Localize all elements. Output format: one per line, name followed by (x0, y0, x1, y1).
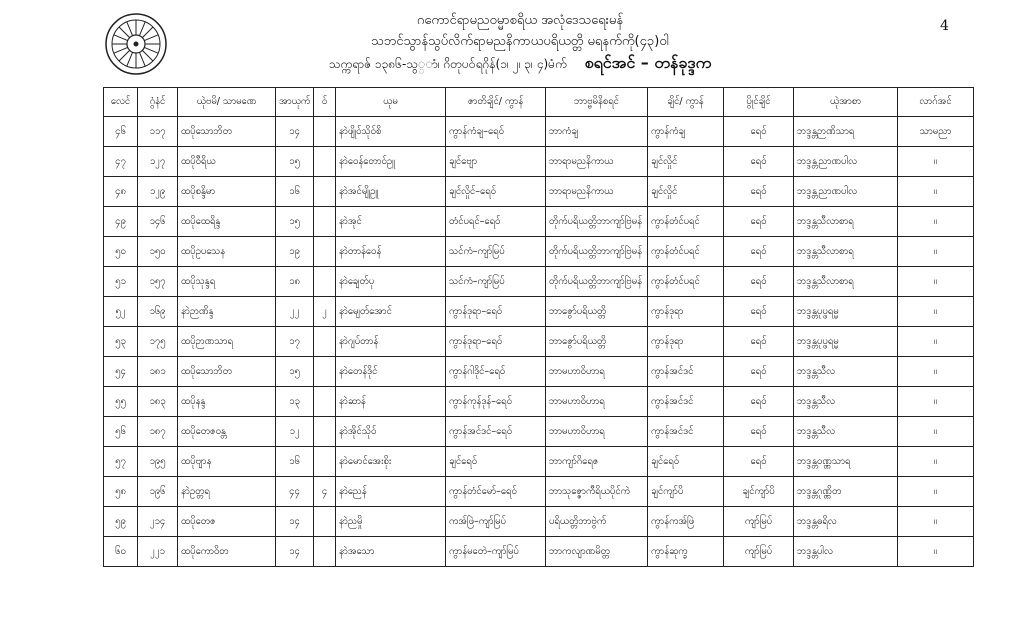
table-cell (314, 357, 336, 387)
page-number: 4 (940, 18, 949, 34)
table-cell: ၅၉ (104, 507, 138, 537)
table-cell: ၂ (314, 297, 336, 327)
table-cell: ။ (898, 177, 974, 207)
table-cell: ကွာန်ကံချ–ရေဝ် (446, 117, 546, 147)
table-cell (314, 387, 336, 417)
results-table (103, 87, 974, 567)
table-cell: ဘာကျာ်ဂိရေဇ (546, 447, 648, 477)
table-cell: ဘာကလျာဏမိတ္တ (546, 537, 648, 567)
table-cell: ၅၈ (104, 477, 138, 507)
table-cell: ၁၅ (276, 357, 314, 387)
table-cell: ၁၉ (276, 237, 314, 267)
table-cell: ရေဝ် (724, 207, 794, 237)
table-cell (314, 117, 336, 147)
table-cell: ထပိုတေဇဝန္တ (178, 417, 276, 447)
table-cell: ၁၄ (276, 537, 314, 567)
table-cell: ။ (898, 237, 974, 267)
table-cell: သာမညာ (898, 117, 974, 147)
table-cell: တိုက်ပရိယတ္တိဘာကျာ်ဗြဲမန် (546, 207, 648, 237)
table-cell: ရေဝ် (724, 297, 794, 327)
table-cell: ထပိုကောဝိတ (178, 537, 276, 567)
table-cell: ကွာန်ဒုရာ–ရေဝ် (446, 297, 546, 327)
table-cell: ထပိုနန္ဒ (178, 387, 276, 417)
table-cell: နာဲညေန် (336, 477, 446, 507)
table-cell: ထပိုတေဇ (178, 507, 276, 537)
table-cell: ကွာန်ဒုရာ–ရေဝ် (446, 327, 546, 357)
table-cell: ၁၄ (276, 507, 314, 537)
table-row (104, 237, 974, 267)
column-header: ယုဲဗမိ/ သာမဏေ (178, 88, 276, 117)
table-cell: ၁၄၆ (138, 207, 178, 237)
table-cell: ၁၂၉ (138, 177, 178, 207)
table-cell: ထပိုထေရိန္ဒ (178, 207, 276, 237)
table-cell: ၄၈ (104, 177, 138, 207)
table-cell (314, 147, 336, 177)
table-cell: ရေဝ် (724, 327, 794, 357)
table-cell: ကွာန်မတေဲ–ကျာ်မြပ် (446, 537, 546, 567)
column-header: ဂွံနံင် (138, 88, 178, 117)
table-cell: ရေဝ် (724, 357, 794, 387)
table-cell: ရေဝ် (724, 147, 794, 177)
table-cell: ဘဒ္ဒန္တသီလာစာရ (794, 267, 898, 297)
table-cell: ဘဒ္ဒန္တညာဏပါလ (794, 147, 898, 177)
header-line-1: ဂကောင်ရာမညဝမ္မာစရိယ အလုံဒေသရေးမန် (416, 13, 624, 28)
table-cell: ၁၂ (276, 417, 314, 447)
table-cell: ကွာန်တံင်ပရင် (648, 267, 724, 297)
table-cell: ထပိုသောဘိတ (178, 357, 276, 387)
table-row (104, 207, 974, 237)
table-cell: ၅၄ (104, 357, 138, 387)
table-row (104, 327, 974, 357)
table-cell: ။ (898, 417, 974, 447)
table-cell: ချင်ရေဝ် (648, 447, 724, 477)
column-header: ဇာတိချိင်/ ကွာန် (446, 88, 546, 117)
table-cell: ဘာသုဇ္ဇောကီရိယပိုင်ကဲ (546, 477, 648, 507)
table-cell: ။ (898, 447, 974, 477)
table-cell: ၁၅ (276, 147, 314, 177)
table-cell: နာဲတေန်ဒိုင် (336, 357, 446, 387)
table-cell: ဘာဇွော်ပရိယတ္တိ (546, 327, 648, 357)
table-cell: ချင်ရေဝ် (446, 447, 546, 477)
table-cell: ။ (898, 387, 974, 417)
table-cell: ၄၆ (104, 117, 138, 147)
table-cell: ကွာန်ကအ်ဖြဲ (648, 507, 724, 537)
table-cell: ကအ်ဖြဲ–ကျာ်မြပ် (446, 507, 546, 537)
table-row (104, 267, 974, 297)
table-cell: ၁၆ (276, 447, 314, 477)
table-cell: ၁၈၃ (138, 387, 178, 417)
table-cell: ၁၈ (276, 267, 314, 297)
column-header: လာဂ်အင် (898, 88, 974, 117)
column-header: ယုမ (336, 88, 446, 117)
table-cell: ၅၁ (104, 267, 138, 297)
table-cell: ။ (898, 327, 974, 357)
table-cell: နာဲမျေတ်အောင် (336, 297, 446, 327)
table-cell: ဘာမဟာဝိဟာရ (546, 357, 648, 387)
table-cell: ရေဝ် (724, 117, 794, 147)
table-cell: ၂၂၁ (138, 537, 178, 567)
table-cell: ကွာန်တံင်မော်–ရေဝ် (446, 477, 546, 507)
table-cell: တိုက်ပရိယတ္တိဘာကျာ်ဗြဲမန် (546, 267, 648, 297)
table-cell: ကွာန်အင်ဒင် (648, 417, 724, 447)
table-cell: ၁၉၅ (138, 447, 178, 477)
column-header: ဘာဗ္ဗမိနိစရင် (546, 88, 648, 117)
table-cell: ထပိုဗျာန (178, 447, 276, 477)
document-header (200, 10, 840, 75)
table-cell: ကွာန်ဆုက္ခ (648, 537, 724, 567)
table-cell: ဘဒ္ဒန္တသီလ (794, 417, 898, 447)
table-cell: နာဲအသော (336, 537, 446, 567)
table-cell: ၄ (314, 477, 336, 507)
table-cell: ။ (898, 537, 974, 567)
exam-title: စရင်အင် – တန်ခုဒ္ဒက (584, 53, 712, 72)
table-cell (314, 207, 336, 237)
table-cell (314, 327, 336, 357)
table-cell: ရေဝ် (724, 237, 794, 267)
table-cell (314, 537, 336, 567)
column-header: လေင် (104, 88, 138, 117)
table-cell: ရေဝ် (724, 267, 794, 297)
table-cell: ဘဒ္ဒန္တသီလာစာရ (794, 237, 898, 267)
table-header-row (104, 88, 974, 117)
table-cell: ။ (898, 147, 974, 177)
table-cell: ရေဝ် (724, 447, 794, 477)
table-cell: ကွာန်ကုန်ဒုန်–ရေဝ် (446, 387, 546, 417)
table-cell: ၁၇ (276, 327, 314, 357)
table-cell: သင်ကံ–ကျာ်မြပ် (446, 237, 546, 267)
table-cell: ချင်ကျာ်ပိ (724, 477, 794, 507)
table-cell: ၁၅၇ (138, 267, 178, 297)
table-cell: ဘာမဟာဝိဟာရ (546, 417, 648, 447)
table-cell: ထပိုဉာဏသာရ (178, 327, 276, 357)
table-cell: ဘာရာမညနိကာယ (546, 177, 648, 207)
table-cell: ဘဒ္ဒန္တသီလာစာရ (794, 207, 898, 237)
table-cell: ၅၀ (104, 237, 138, 267)
table-cell: ဘဒ္ဒန္တဓရိလ (794, 507, 898, 537)
table-cell: ။ (898, 297, 974, 327)
table-cell: ကွာန်ကံချ (648, 117, 724, 147)
table-cell: ချင်လှိုင် (648, 177, 724, 207)
table-cell (314, 507, 336, 537)
table-cell (314, 447, 336, 477)
table-cell: နာဲဉာဏိန္ဒ (178, 297, 276, 327)
table-cell: ၁၂၇ (138, 147, 178, 177)
table-row (104, 117, 974, 147)
table-cell: ကွာန်ဂါဒိုင်–ရေဝ် (446, 357, 546, 387)
table-cell: ၁၄ (276, 117, 314, 147)
table-cell (314, 417, 336, 447)
table-cell: ဘဒ္ဒန္တပုပ္ဖရမ္မ (794, 327, 898, 357)
table-cell: နာဲတာန်ဝေန် (336, 237, 446, 267)
column-header: ပွိုင်ချိင် (724, 88, 794, 117)
table-row (104, 387, 974, 417)
table-cell: ၅၅ (104, 387, 138, 417)
header-line-3 (200, 52, 840, 75)
table-row (104, 147, 974, 177)
table-cell: တံင်ပရင်–ရေဝ် (446, 207, 546, 237)
table-cell: ရေဝ် (724, 177, 794, 207)
table-cell: ဘာဇွော်ပရိယတ္တိ (546, 297, 648, 327)
table-cell: ဘဒ္ဒန္တဉာဏိသာရ (794, 117, 898, 147)
monastery-seal-emblem (104, 12, 168, 76)
table-cell: ကွာန်အင်ဒင်–ရေဝ် (446, 417, 546, 447)
table-cell: ၁၉၆ (138, 477, 178, 507)
table-cell: ထပိုသုန္ဒရ (178, 267, 276, 297)
table-cell: ကွာန်တံင်ပရင် (648, 207, 724, 237)
table-cell: ချင်ဗျော (446, 147, 546, 177)
table-cell: နာဲချေတ်ပု (336, 267, 446, 297)
table-cell: ။ (898, 477, 974, 507)
table-cell: ပရိယတ္တိဘာဗွဲက် (546, 507, 648, 537)
table-cell: ကွာန်ဒုရာ (648, 297, 724, 327)
table-cell: နာဲဖျိုဝ်သိုဝ်စိ (336, 117, 446, 147)
table-cell: ၅၃ (104, 327, 138, 357)
table-cell: ၂၁၄ (138, 507, 178, 537)
table-cell: နာဲဆာန် (336, 387, 446, 417)
table-row (104, 477, 974, 507)
table-cell: နာဲမောင်အေးစိုး (336, 447, 446, 477)
table-cell: ဘဒ္ဒန္တဂုဏ္ဏိတ (794, 477, 898, 507)
table-cell (314, 267, 336, 297)
table-cell: နာဲအင်မျိုဥူ (336, 177, 446, 207)
table-cell: ၅၂ (104, 297, 138, 327)
table-cell: ကွာန်တံင်ပရင် (648, 237, 724, 267)
header-date: သက္ကရာဇ် ၁၃၈၆-သွ္ာံ၊ ဂိတုပဝ်ရဂိုန်(၁၊ ၂၊ ၃၊ ၄)မံက် (328, 57, 567, 71)
table-cell: ဘာကံချ (546, 117, 648, 147)
table-cell: ၆၀ (104, 537, 138, 567)
header-line-2: သဘင်သွာန်သွပ်လိက်ရာမညနိကာယပရိယတ္တိ မရနက်ကို(၄၃)ဝါ (371, 34, 669, 49)
table-cell: ။ (898, 357, 974, 387)
table-cell: သင်ကံ–ကျာ်မြပ် (446, 267, 546, 297)
table-cell: ၁၇၅ (138, 327, 178, 357)
table-cell: ၅၇ (104, 447, 138, 477)
table-row (104, 507, 974, 537)
table-cell: ရေဝ် (724, 417, 794, 447)
table-cell: ဘဒ္ဒန္တညာဏပါလ (794, 177, 898, 207)
table-cell: ဘဒ္ဒန္တပါလ (794, 537, 898, 567)
table-cell: ။ (898, 207, 974, 237)
table-cell: နာဲဥတ္တရ (178, 477, 276, 507)
table-cell: တိုက်ပရိယတ္တိဘာကျာ်ဗြဲမန် (546, 237, 648, 267)
table-cell: ချင်ကျာ်ပိ (648, 477, 724, 507)
table-cell: ဘာရာမညနိကာယ (546, 147, 648, 177)
table-cell: ၁၅၀ (138, 237, 178, 267)
table-row (104, 177, 974, 207)
table-cell: ကျာ်မြပ် (724, 537, 794, 567)
table-cell: ဘဒ္ဒန္တဝဏ္ဏသာရ (794, 447, 898, 477)
table-cell: ထပိုစန္ဒိမာ (178, 177, 276, 207)
table-cell: နာဲဝေန်တောဝ်ဥူ (336, 147, 446, 177)
table-cell: ၄၉ (104, 207, 138, 237)
table-cell (314, 237, 336, 267)
table-cell: ။ (898, 507, 974, 537)
table-cell: ၄၄ (276, 477, 314, 507)
table-cell: နာဲအုင် (336, 207, 446, 237)
table-cell: ရေဝ် (724, 387, 794, 417)
table-cell: ၅၆ (104, 417, 138, 447)
table-cell: ၁၈၇ (138, 417, 178, 447)
table-cell: ထပိုဝီရိယ (178, 147, 276, 177)
table-row (104, 417, 974, 447)
table-cell: ၁၅ (276, 207, 314, 237)
table-cell: ၁၆၉ (138, 297, 178, 327)
column-header: ယုဲအာစာ (794, 88, 898, 117)
table-cell: ၁၈၁ (138, 357, 178, 387)
table-cell: နာဲအိုင်သိုဝ် (336, 417, 446, 447)
table-row (104, 357, 974, 387)
column-header: ချိင်/ ကွာန် (648, 88, 724, 117)
table-cell: ချင်လှိုင် (648, 147, 724, 177)
table-cell: ၄၇ (104, 147, 138, 177)
table-cell: ချင်လှိုင်–ရေဝ် (446, 177, 546, 207)
table-cell: ကွာန်အင်ဒင် (648, 387, 724, 417)
table-cell: နာဲညမှို (336, 507, 446, 537)
table-cell: ၁၆ (276, 177, 314, 207)
table-cell: ဘဒ္ဒန္တသီလ (794, 387, 898, 417)
table-cell: ၁၃ (276, 387, 314, 417)
table-row (104, 297, 974, 327)
table-cell: ၂၂ (276, 297, 314, 327)
table-cell: နာဲဂျပ်တာန် (336, 327, 446, 357)
table-row (104, 537, 974, 567)
table-cell: ထပိုဥပသေန (178, 237, 276, 267)
table-cell: ကွာန်အင်ဒင် (648, 357, 724, 387)
table-cell: ဘာမဟာဝိဟာရ (546, 387, 648, 417)
table-cell: ဘဒ္ဒန္တပုပ္ဖရမ္မ (794, 297, 898, 327)
table-cell: ကွာန်ဒုရာ (648, 327, 724, 357)
table-cell: ၁၁၇ (138, 117, 178, 147)
table-cell: ထပိုသောဘိတ (178, 117, 276, 147)
column-header: ဝ် (314, 88, 336, 117)
table-cell: ။ (898, 267, 974, 297)
table-cell: ဘဒ္ဒန္တသီလ (794, 357, 898, 387)
column-header: အာယုက် (276, 88, 314, 117)
table-cell: ကျာ်မြပ် (724, 507, 794, 537)
table-row (104, 447, 974, 477)
table-cell (314, 177, 336, 207)
